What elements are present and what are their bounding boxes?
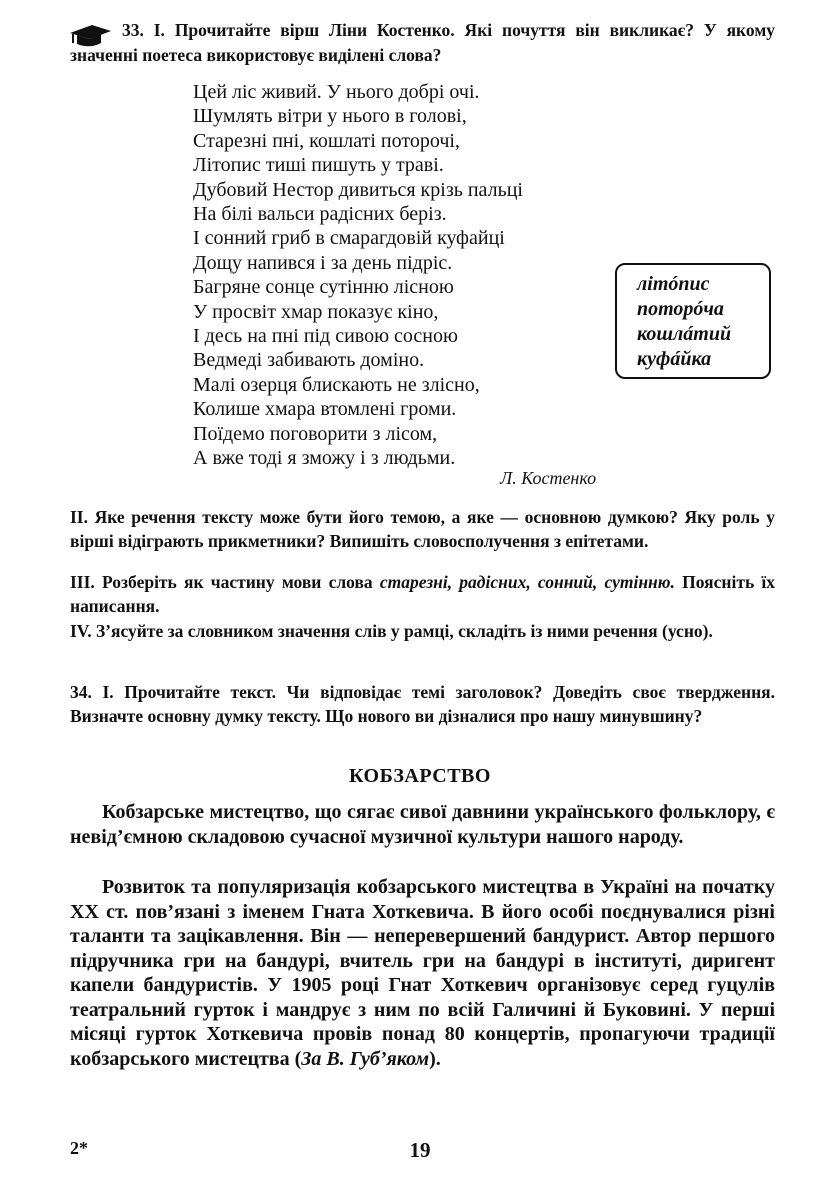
task-33-heading	[70, 18, 775, 68]
poem-line: У просвіт хмар показує кіно,	[193, 300, 439, 323]
poem-line: Багряне сонце сутінню лісною	[193, 276, 454, 299]
question-3-tail: Поясніть їх написання.	[70, 572, 776, 616]
poem-line: А вже тоді я зможу і з людьми.	[193, 447, 456, 470]
page-number: 19	[409, 1138, 431, 1162]
paragraph-end: ).	[429, 1047, 441, 1070]
question-3	[70, 570, 775, 618]
poem-line: Шумлять вітри у нього в голові,	[193, 105, 467, 128]
poem-line: Поїдемо поговорити з лісом,	[193, 422, 438, 445]
vocab-word: поторóча	[637, 298, 724, 320]
question-3-text: III. Розберіть як частину мови слова	[70, 572, 373, 592]
vocab-word: куфáйка	[637, 348, 712, 370]
poem-line: Дубовий Нестор дивиться крізь пальці	[193, 178, 523, 201]
vocab-word: кошлáтий	[637, 323, 732, 345]
poem-line: Цей ліс живий. У нього добрі очі.	[193, 81, 480, 103]
poem-line: Дощу напився і за день підріс.	[193, 251, 453, 274]
task-33-instruction: Прочитайте вірш Ліни Костенко. Які почуття він викликає? У якому значенні поетеса використовує виділені слова?	[70, 20, 775, 65]
paragraph: Кобзарське мистецтво, що сягає сивої давнини українського фольклору, є невід’ємною складовою сучасної музичної культури нашого народу.	[70, 801, 775, 848]
vocab-word: літóпис	[637, 273, 710, 295]
task-34-heading: 34. I. Прочитайте текст. Чи відповідає темі заголовок? Доведіть своє твердження. Визначте основну думку тексту. Що нового ви дізналися про нашу минувшину?	[70, 682, 775, 726]
paragraph-text: Розвиток та популяризація кобзарського мистецтва в Україні на початку XX ст. пов’язані з іменем Гната Хоткевича. В його особі поєднувалися різні таланти та зацікавлення. Він — неперевершений бандурист. Автор першого підручника гри на бандурі, вчитель гри на бандурі в інституті, диригент капели бандуристів. У 1905 році Гнат Хоткевич організовує серед гуцулів театральний гурток і мандрує з ним по всій Галичині й Буковині. У перші місяці гурток Хоткевича провів понад 80 концертів, пропагуючи традиції кобзарського мистецтва (	[70, 876, 775, 1070]
poem-line: Літопис тиші пишуть у траві.	[193, 154, 444, 177]
poem-line: Старезні пні, кошлаті поторочі,	[193, 129, 460, 152]
sheet-signature-mark: 2*	[70, 1138, 88, 1158]
poem	[193, 80, 633, 471]
poem-line: Ведмеді забивають доміно.	[193, 349, 425, 372]
poem-line: На білі вальси радісних беріз.	[193, 203, 447, 226]
paragraph	[70, 875, 775, 1071]
poem-author: Л. Костенко	[500, 468, 597, 488]
poem-line: Малі озерця блискають не злісно,	[193, 373, 480, 396]
question-4: IV. З’ясуйте за словником значення слів у рамці, складіть із ними речення (усно).	[70, 621, 713, 641]
source-citation: За В. Губ’яком	[301, 1047, 430, 1070]
question-3-words: старезні, радісних, сонний, сутінню.	[379, 572, 675, 592]
text-title: КОБЗАРСТВО	[349, 765, 491, 787]
poem-line: Колише хмара втомлені громи.	[193, 398, 457, 421]
question-2: II. Яке речення тексту може бути його темою, а яке — основною думкою? Яку роль у вірші відіграють прикметники? Випишіть словосполучення з епітетами.	[70, 507, 775, 551]
vocabulary-box	[615, 263, 771, 379]
task-33-number: 33. I.	[122, 20, 165, 40]
poem-line: І десь на пні під сивою сосною	[193, 325, 458, 348]
poem-line: І сонний гриб в смарагдовій куфайці	[193, 227, 505, 250]
